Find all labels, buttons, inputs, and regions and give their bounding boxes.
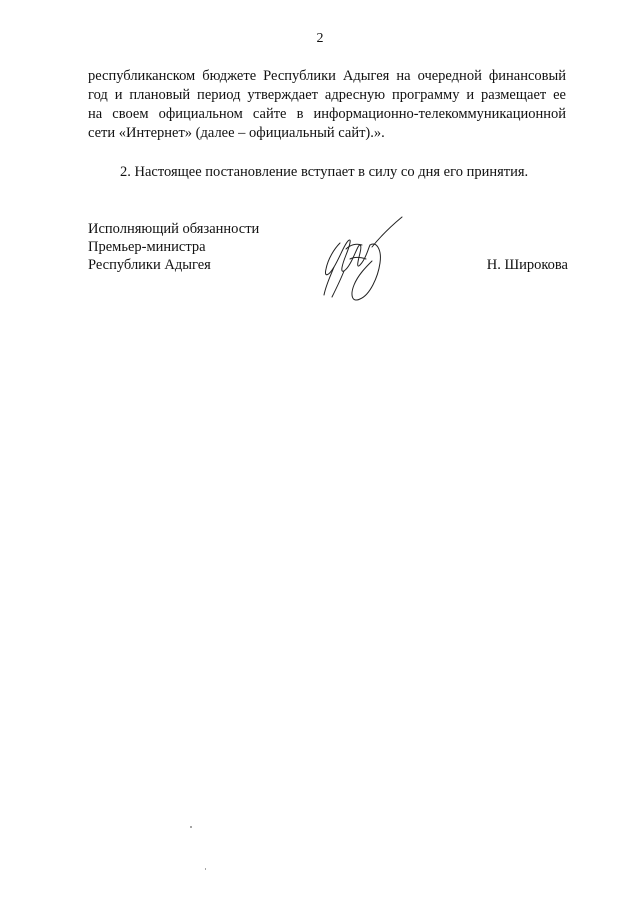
signer-title-line: Республики Адыгея bbox=[88, 257, 211, 273]
scan-speck bbox=[205, 868, 206, 870]
signer-title-line: Исполняющий обязанности bbox=[88, 221, 260, 237]
document-body bbox=[88, 67, 566, 182]
signature-block bbox=[88, 220, 568, 330]
signer-title-line: Премьер-министра bbox=[88, 239, 206, 255]
handwritten-signature-icon bbox=[310, 215, 410, 315]
paragraph-1-line: год и плановый период утверждает адресную программу и размещает ее bbox=[88, 87, 566, 103]
scan-speck bbox=[190, 826, 192, 828]
paragraph-1-line: сети «Интернет» (далее – официальный сайт).». bbox=[88, 125, 385, 141]
paragraph-1 bbox=[88, 67, 566, 143]
page-number: 2 bbox=[316, 31, 324, 46]
paragraph-2: 2. Настоящее постановление вступает в силу со дня его принятия. bbox=[120, 164, 529, 180]
signer-title bbox=[88, 220, 308, 274]
signer-name: Н. Широкова bbox=[486, 257, 568, 273]
paragraph-1-line: республиканском бюджете Республики Адыгея на очередной финансовый bbox=[88, 68, 566, 84]
paragraph-1-line: на своем официальном сайте в информационно-телекоммуникационной bbox=[88, 106, 566, 122]
